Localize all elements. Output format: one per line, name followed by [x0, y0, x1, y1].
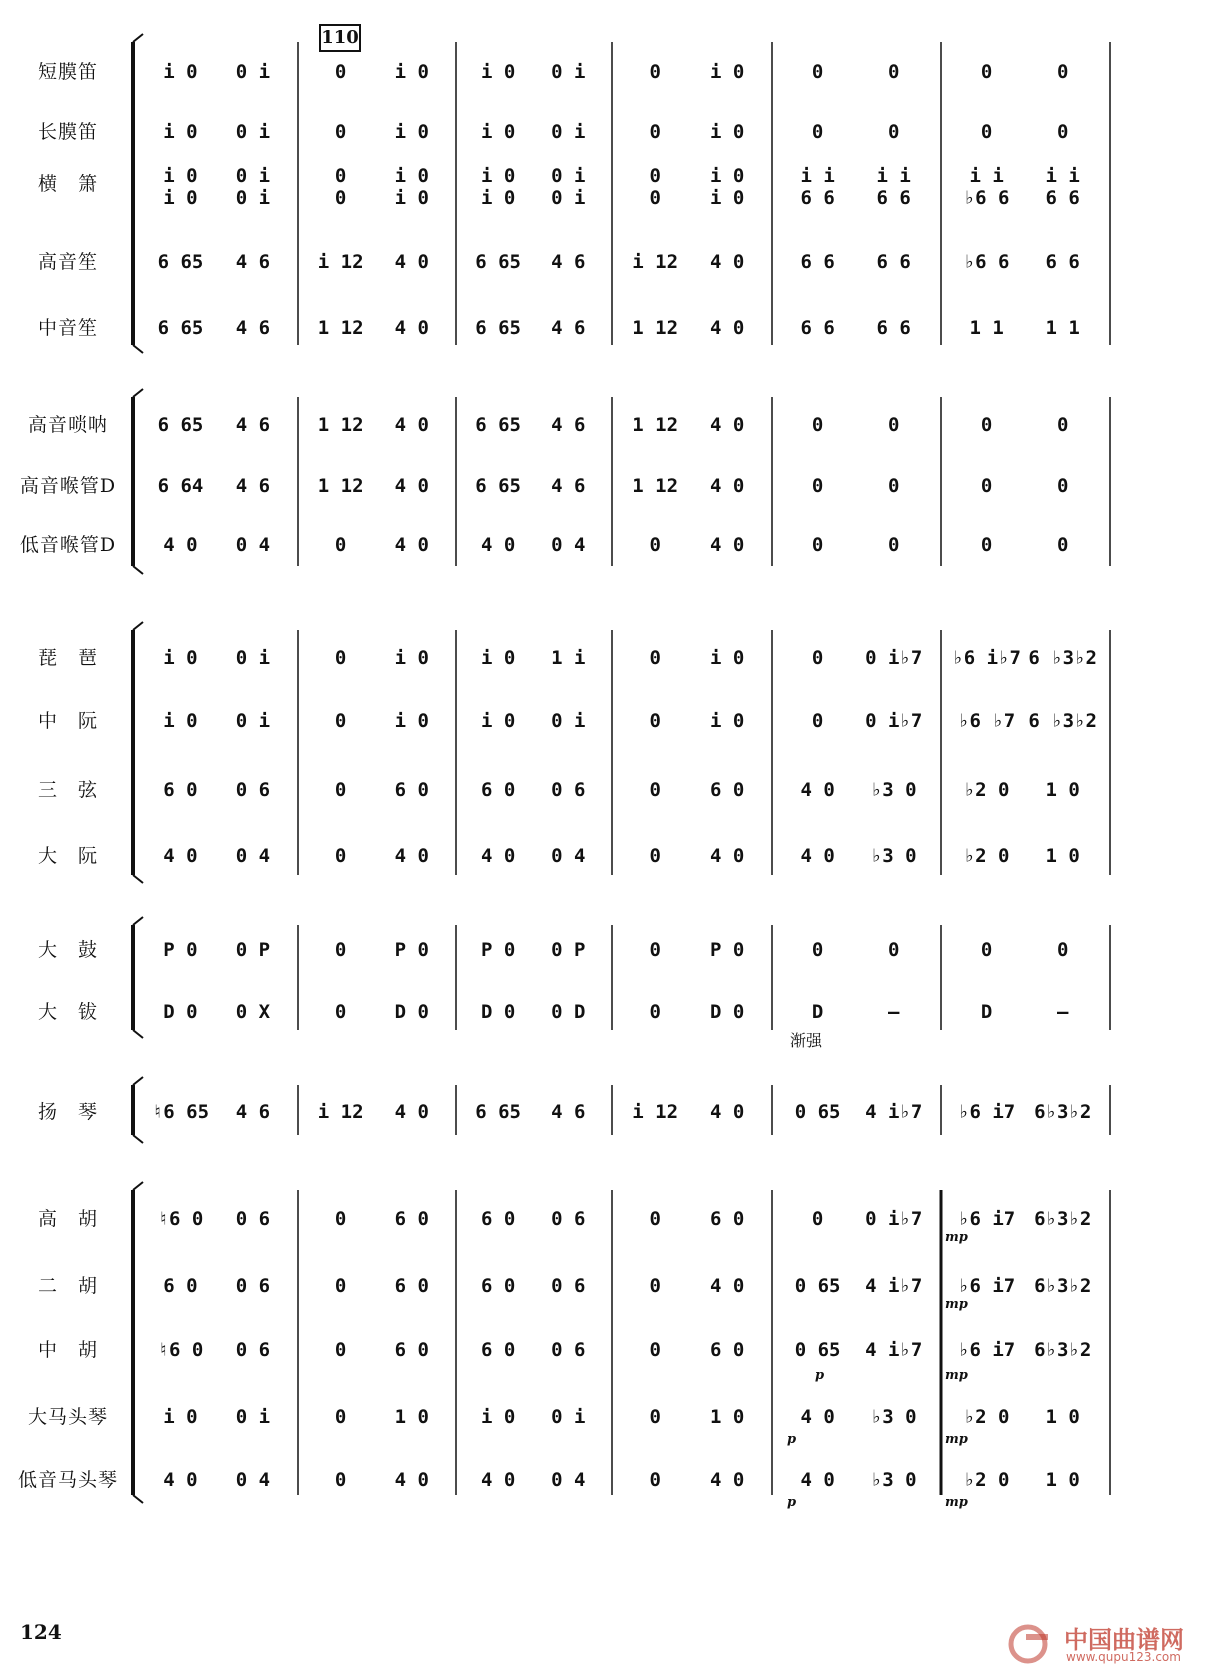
note-beat: P 0 — [480, 939, 516, 961]
note-beat: ♭2 0 — [963, 1406, 1010, 1428]
note-beat: 4 0 — [710, 534, 745, 556]
dynamic-marking: mp — [945, 1368, 968, 1383]
note-beat: 4 6 — [235, 414, 271, 436]
note-beat: 1 12 — [632, 475, 679, 497]
note-beat: 0 — [649, 1339, 661, 1361]
note-beat: P 0 — [163, 939, 198, 961]
note-beat: 6 0 — [394, 779, 429, 801]
note-beat: – — [1056, 1001, 1069, 1023]
note-beat: i 0 — [394, 165, 429, 187]
note-beat: 0 — [649, 1469, 661, 1491]
note-beat: 0 — [1056, 121, 1069, 143]
note-beat: 4 0 — [394, 251, 429, 273]
note-beat: 4 6 — [551, 317, 586, 339]
note-beat: 1 12 — [317, 475, 364, 497]
note-beat: 0 — [887, 414, 900, 436]
note-beat: 0 4 — [551, 534, 586, 556]
note-beat: D 0 — [163, 1001, 198, 1023]
note-beat: 1 12 — [632, 414, 679, 436]
note-beat: i i — [876, 165, 911, 187]
note-beat: 6 0 — [163, 1275, 198, 1297]
part-label: 中音笙 — [37, 317, 98, 339]
note-beat: 1 1 — [969, 317, 1004, 339]
note-beat: i i — [969, 165, 1004, 187]
note-beat: 4 i♭7 — [865, 1339, 923, 1361]
note-beat: 6 0 — [480, 1339, 516, 1361]
note-beat: 0 4 — [551, 1469, 586, 1491]
note-beat: 1 12 — [317, 317, 364, 339]
note-beat: 6 0 — [394, 1339, 429, 1361]
note-beat: 0 4 — [551, 845, 586, 867]
note-beat: 0 — [1056, 475, 1069, 497]
note-beat: D — [980, 1001, 993, 1023]
note-beat: 1 0 — [1045, 779, 1080, 801]
note-beat: 0 — [980, 475, 993, 497]
note-beat: 4 0 — [710, 251, 745, 273]
note-beat: 4 i♭7 — [865, 1275, 923, 1297]
note-beat: 4 6 — [235, 475, 271, 497]
note-beat-lower: i 0 — [710, 187, 745, 209]
note-beat: 0 i♭7 — [865, 1208, 923, 1230]
note-beat: 4 0 — [480, 1469, 516, 1491]
note-beat: 6 ♭3♭2 — [1028, 647, 1097, 669]
note-beat: 4 6 — [551, 1101, 586, 1123]
note-beat-lower: 0 i — [235, 187, 271, 209]
dynamic-marking: mp — [945, 1495, 968, 1510]
watermark-title: 中国曲谱网 — [1064, 1625, 1184, 1654]
note-beat: 1 0 — [394, 1406, 429, 1428]
note-beat: ♭3 0 — [870, 845, 917, 867]
note-beat: 0 — [811, 414, 824, 436]
note-beat: 4 0 — [710, 845, 745, 867]
note-beat: ♭6 i♭7 — [952, 647, 1021, 669]
part-label: 低音喉管D — [19, 534, 117, 556]
note-beat: i 0 — [163, 165, 198, 187]
note-beat: 0 — [649, 1208, 661, 1230]
note-beat: 0 — [887, 61, 900, 83]
note-beat: 6♭3♭2 — [1034, 1208, 1092, 1230]
note-beat: 0 — [334, 1469, 347, 1491]
note-beat: 4 0 — [710, 414, 745, 436]
note-beat-lower: i 0 — [480, 187, 516, 209]
note-beat: 0 i — [235, 647, 271, 669]
group-brace-hook — [133, 622, 143, 630]
page-number: 124 — [20, 1620, 62, 1644]
note-beat: 0 — [334, 61, 347, 83]
note-beat: i 0 — [710, 165, 745, 187]
note-beat: 0 — [811, 121, 824, 143]
note-beat: 0 — [649, 1001, 661, 1023]
group-brace-hook — [133, 1030, 143, 1038]
note-beat: 0 6 — [235, 779, 271, 801]
note-beat-lower: i 0 — [163, 187, 198, 209]
note-beat: 0 i — [551, 165, 586, 187]
note-beat: – — [887, 1001, 900, 1023]
note-beat: 4 0 — [710, 1469, 745, 1491]
part-label: 二 胡 — [37, 1275, 98, 1297]
note-beat: i 0 — [163, 647, 198, 669]
note-beat: 0 — [334, 1339, 347, 1361]
note-beat: 0 — [887, 534, 900, 556]
note-beat: 4 6 — [235, 251, 271, 273]
note-beat: 4 0 — [480, 845, 516, 867]
crescendo-annotation: 渐强 — [790, 1031, 823, 1050]
note-beat-lower: 6 6 — [876, 187, 911, 209]
note-beat: 1 0 — [1045, 845, 1080, 867]
part-label: 高音笙 — [37, 251, 98, 273]
note-beat: i 12 — [632, 1101, 679, 1123]
note-beat: i 0 — [710, 121, 745, 143]
note-beat: 0 65 — [794, 1275, 841, 1297]
note-beat: 0 — [334, 1208, 347, 1230]
note-beat: 0 P — [551, 939, 586, 961]
note-beat: 0 — [334, 1001, 347, 1023]
note-beat: 6 6 — [876, 251, 911, 273]
note-beat: 0 — [649, 710, 661, 732]
note-beat: 0 — [649, 1406, 661, 1428]
group-brace-hook — [133, 1135, 143, 1143]
note-beat: 0 — [811, 647, 824, 669]
note-beat: 0 — [334, 1406, 347, 1428]
note-beat: 0 6 — [235, 1275, 271, 1297]
part-label: 长膜笛 — [37, 121, 98, 143]
note-beat: 4 6 — [551, 414, 586, 436]
group-brace-hook — [133, 389, 143, 397]
note-beat: 6 6 — [800, 251, 835, 273]
part-label: 琵 琶 — [37, 647, 98, 669]
dynamic-marking: p — [815, 1368, 825, 1383]
note-beat: ♭2 0 — [963, 779, 1010, 801]
note-beat: 4 0 — [394, 534, 429, 556]
note-beat: i 0 — [394, 121, 429, 143]
note-beat: 0 i♭7 — [865, 647, 923, 669]
note-beat: D 0 — [710, 1001, 745, 1023]
note-beat: ♭6 i7 — [958, 1275, 1016, 1297]
note-beat: i 0 — [480, 165, 516, 187]
group-brace-hook — [133, 566, 143, 574]
note-beat: 0 4 — [235, 845, 271, 867]
note-beat: 0 — [887, 475, 900, 497]
note-beat: 6 65 — [475, 1101, 521, 1123]
note-beat: i 12 — [317, 251, 364, 273]
note-beat: 4 0 — [394, 1469, 429, 1491]
note-beat: 1 0 — [1045, 1406, 1080, 1428]
note-beat: 0 i — [235, 61, 271, 83]
watermark-url: www.qupu123.com — [1066, 1650, 1181, 1664]
note-beat: D — [811, 1001, 824, 1023]
note-beat: 6 0 — [163, 779, 198, 801]
note-beat: 6 65 — [475, 317, 521, 339]
note-beat: 1 i — [551, 647, 586, 669]
note-beat: i 0 — [480, 61, 516, 83]
note-beat: 1 12 — [317, 414, 364, 436]
note-beat: 4 i♭7 — [865, 1101, 923, 1123]
note-beat: ♮6 0 — [157, 1339, 204, 1361]
note-beat: D 0 — [480, 1001, 516, 1023]
note-beat: 0 — [649, 121, 661, 143]
note-beat: 0 — [811, 61, 824, 83]
note-beat: 4 0 — [710, 1275, 745, 1297]
note-beat: 0 — [334, 845, 347, 867]
note-beat: ♭6 6 — [963, 251, 1010, 273]
note-beat-lower: 6 6 — [800, 187, 835, 209]
note-beat: 0 — [811, 475, 824, 497]
note-beat: 0 — [980, 61, 993, 83]
note-beat: 0 — [980, 534, 993, 556]
note-beat: 0 — [811, 534, 824, 556]
note-beat: ♭3 0 — [870, 1406, 917, 1428]
note-beat: 4 6 — [235, 317, 271, 339]
note-beat-lower: i 0 — [394, 187, 429, 209]
watermark-logo-icon — [1006, 1622, 1062, 1666]
note-beat-lower: 0 — [649, 187, 661, 209]
note-beat: 0 — [649, 845, 661, 867]
part-label: 中 阮 — [37, 710, 98, 732]
note-beat: ♭6 i7 — [958, 1101, 1016, 1123]
note-beat: 4 6 — [551, 475, 586, 497]
note-beat: 4 0 — [800, 1469, 835, 1491]
note-beat: ♭3 0 — [870, 1469, 917, 1491]
note-beat: 0 6 — [551, 1208, 586, 1230]
note-beat: 0 P — [235, 939, 271, 961]
note-beat: 0 — [1056, 61, 1069, 83]
note-beat: 4 6 — [235, 1101, 271, 1123]
note-beat: 0 — [334, 939, 347, 961]
note-beat: 4 0 — [163, 1469, 198, 1491]
note-beat: 6 6 — [1045, 251, 1080, 273]
note-beat: 6 6 — [800, 317, 835, 339]
note-beat: 6 64 — [157, 475, 204, 497]
note-beat: 0 — [334, 121, 347, 143]
note-beat: i 12 — [632, 251, 679, 273]
note-beat: 6 65 — [475, 475, 521, 497]
note-beat: 0 — [1056, 939, 1069, 961]
group-brace-hook — [133, 345, 143, 353]
note-beat: 6 65 — [157, 251, 204, 273]
note-beat: 4 0 — [800, 1406, 835, 1428]
note-beat: 0 — [334, 647, 347, 669]
note-beat: ♭6 i7 — [958, 1208, 1016, 1230]
note-beat: 1 12 — [632, 317, 679, 339]
note-beat: 0 i — [235, 165, 271, 187]
note-beat: ♭2 0 — [963, 1469, 1010, 1491]
note-beat: 6 0 — [394, 1208, 429, 1230]
dynamic-marking: mp — [945, 1230, 968, 1245]
note-beat: 0 — [334, 710, 347, 732]
note-beat: i 0 — [163, 1406, 198, 1428]
dynamic-marking: p — [787, 1432, 797, 1447]
note-beat: 4 0 — [394, 317, 429, 339]
note-beat: 4 0 — [394, 845, 429, 867]
note-beat: 6 ♭3♭2 — [1028, 710, 1097, 732]
note-beat: 0 X — [235, 1001, 271, 1023]
part-label: 大 阮 — [37, 845, 98, 867]
note-beat-lower: 6 6 — [1045, 187, 1080, 209]
note-beat: P 0 — [394, 939, 429, 961]
note-beat: 6 65 — [475, 414, 521, 436]
note-beat: 0 — [1056, 534, 1069, 556]
note-beat: 0 — [980, 939, 993, 961]
note-beat: 0 6 — [551, 779, 586, 801]
note-beat: 0 — [980, 121, 993, 143]
group-brace-hook — [133, 875, 143, 883]
note-beat: 6♭3♭2 — [1034, 1101, 1092, 1123]
dynamic-marking: mp — [945, 1432, 968, 1447]
note-beat: 6♭3♭2 — [1034, 1275, 1092, 1297]
watermark — [1006, 1620, 1206, 1670]
note-beat: 4 0 — [480, 534, 516, 556]
note-beat: 1 0 — [710, 1406, 745, 1428]
part-label: 高 胡 — [37, 1208, 98, 1230]
note-beat: 0 — [649, 779, 661, 801]
note-beat: 0 — [334, 1275, 347, 1297]
note-beat: 0 — [811, 1208, 824, 1230]
note-beat: 4 0 — [163, 534, 198, 556]
note-beat: 1 1 — [1045, 317, 1080, 339]
note-beat: i i — [800, 165, 835, 187]
note-beat: i 12 — [317, 1101, 364, 1123]
note-beat: 1 0 — [1045, 1469, 1080, 1491]
note-beat: 0 4 — [235, 534, 271, 556]
part-label: 高音喉管D — [19, 475, 117, 497]
note-beat: 0 — [980, 414, 993, 436]
note-beat: 0 6 — [551, 1339, 586, 1361]
note-beat: i 0 — [710, 710, 745, 732]
note-beat: 0 4 — [235, 1469, 271, 1491]
part-label: 三 弦 — [37, 779, 98, 801]
note-beat: i 0 — [710, 647, 745, 669]
part-label: 大 钹 — [37, 1001, 98, 1023]
group-brace-hook — [133, 34, 143, 42]
note-beat: 0 — [887, 939, 900, 961]
note-beat: i 0 — [394, 710, 429, 732]
note-beat: 0 i — [551, 710, 586, 732]
part-label: 扬 琴 — [37, 1101, 98, 1123]
note-beat: 6 0 — [710, 779, 745, 801]
note-beat: 4 0 — [710, 475, 745, 497]
note-beat: 4 0 — [163, 845, 198, 867]
note-beat: 6 0 — [480, 779, 516, 801]
note-beat: 4 0 — [394, 475, 429, 497]
note-beat: i 0 — [710, 61, 745, 83]
group-brace-hook — [133, 917, 143, 925]
note-beat: 6♭3♭2 — [1034, 1339, 1092, 1361]
note-beat: 4 0 — [710, 317, 745, 339]
note-beat: 6 0 — [480, 1208, 516, 1230]
note-beat: 0 65 — [794, 1339, 841, 1361]
note-beat: 4 0 — [710, 1101, 745, 1123]
dynamic-marking: mp — [945, 1297, 968, 1312]
note-beat: 0 6 — [551, 1275, 586, 1297]
note-beat: 4 0 — [800, 845, 835, 867]
note-beat: 4 6 — [551, 251, 586, 273]
note-beat: 0 — [649, 165, 661, 187]
note-beat-lower: 0 i — [551, 187, 586, 209]
note-beat: i 0 — [480, 1406, 516, 1428]
note-beat: 6 0 — [710, 1339, 745, 1361]
note-beat: 0 i — [235, 1406, 271, 1428]
group-brace-hook — [133, 1495, 143, 1503]
note-beat: 0 i — [551, 61, 586, 83]
note-beat: i 0 — [480, 710, 516, 732]
part-label: 横 箫 — [37, 173, 98, 195]
note-beat: 6 65 — [157, 317, 204, 339]
note-beat: 0 — [649, 61, 661, 83]
note-beat: i 0 — [480, 121, 516, 143]
note-beat: ♮6 0 — [157, 1208, 204, 1230]
note-beat: D 0 — [394, 1001, 429, 1023]
note-beat: ♭3 0 — [870, 779, 917, 801]
note-beat: ♭6 i7 — [958, 1339, 1016, 1361]
part-label: 大 鼓 — [37, 939, 98, 961]
group-brace-hook — [133, 1182, 143, 1190]
note-beat: 0 6 — [235, 1208, 271, 1230]
note-beat: 6 0 — [394, 1275, 429, 1297]
note-beat: i 0 — [163, 121, 198, 143]
note-beat: 0 — [334, 534, 347, 556]
note-beat: i 0 — [394, 647, 429, 669]
note-beat: 0 i — [235, 710, 271, 732]
note-beat: 0 — [649, 1275, 661, 1297]
note-beat: 0 — [649, 534, 661, 556]
note-beat: i 0 — [163, 61, 198, 83]
part-label: 中 胡 — [37, 1339, 98, 1361]
note-beat: 0 i — [235, 121, 271, 143]
dynamic-marking: p — [787, 1495, 797, 1510]
note-beat: 6 65 — [157, 414, 204, 436]
note-beat: 0 6 — [235, 1339, 271, 1361]
note-beat-lower: ♭6 6 — [963, 187, 1010, 209]
note-beat: i i — [1045, 165, 1080, 187]
note-beat: 0 — [649, 939, 661, 961]
note-beat: 0 i — [551, 121, 586, 143]
group-brace-hook — [133, 1077, 143, 1085]
part-label: 高音唢呐 — [27, 414, 108, 436]
note-beat: i 0 — [163, 710, 198, 732]
part-label: 大马头琴 — [27, 1406, 108, 1428]
note-beat: 4 0 — [800, 779, 835, 801]
note-beat: 4 0 — [394, 414, 429, 436]
note-beat: 4 0 — [394, 1101, 429, 1123]
note-beat: 0 65 — [794, 1101, 841, 1123]
note-beat: ♮6 65 — [151, 1101, 210, 1123]
note-beat: 0 — [334, 779, 347, 801]
note-beat: 0 i♭7 — [865, 710, 923, 732]
note-beat: 0 i — [551, 1406, 586, 1428]
note-beat: ♭2 0 — [963, 845, 1010, 867]
note-beat: 0 — [887, 121, 900, 143]
note-beat: P 0 — [710, 939, 745, 961]
note-beat: 0 D — [551, 1001, 586, 1023]
note-beat: 0 — [811, 939, 824, 961]
note-beat: 6 0 — [480, 1275, 516, 1297]
note-beat: i 0 — [480, 647, 516, 669]
note-beat: ♭6 ♭7 — [958, 710, 1016, 732]
note-beat: 0 — [334, 165, 347, 187]
note-beat: 6 6 — [876, 317, 911, 339]
note-beat: 6 65 — [475, 251, 521, 273]
note-beat: 0 — [811, 710, 824, 732]
rehearsal-mark: 110 — [319, 24, 361, 52]
note-beat: 0 — [649, 647, 661, 669]
part-label: 低音马头琴 — [17, 1469, 118, 1491]
note-beat: 0 — [1056, 414, 1069, 436]
note-beat: 6 0 — [710, 1208, 745, 1230]
note-beat: i 0 — [394, 61, 429, 83]
note-beat-lower: 0 — [334, 187, 347, 209]
part-label: 短膜笛 — [37, 61, 98, 83]
